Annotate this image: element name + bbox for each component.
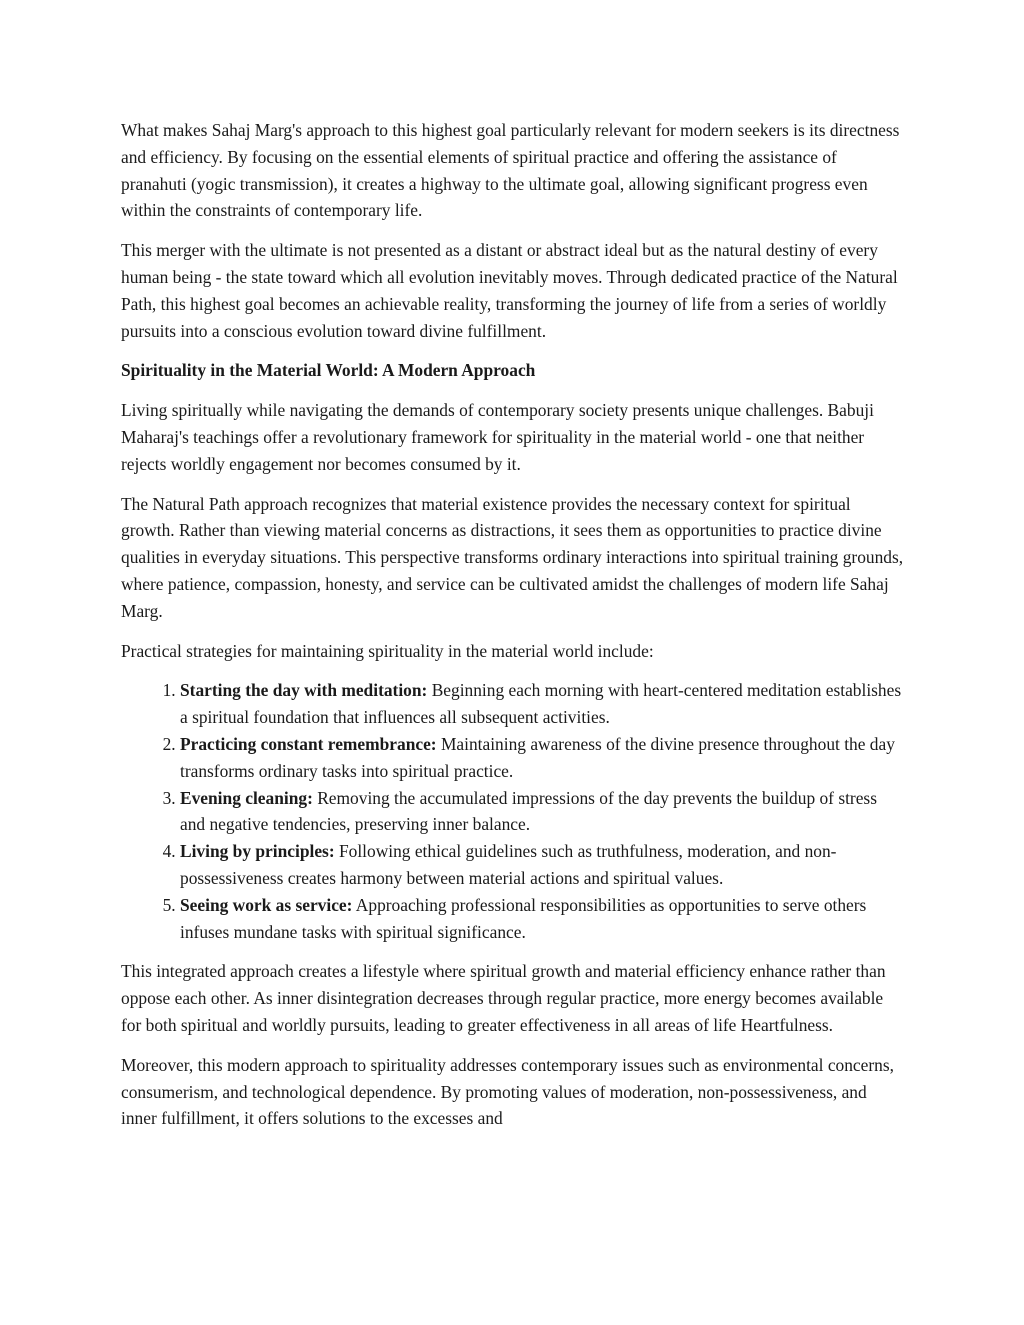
list-item-text: Removing the accumulated impressions of the day prevents the buildup of stress and negative tendencies, preserving inner balance. — [180, 787, 877, 835]
list-item-title: Starting the day with meditation: — [180, 680, 428, 701]
paragraph-sahaj-marg-directness: What makes Sahaj Marg's approach to this highest goal particularly relevant for modern seekers is its directness and efficiency. By focusing on the essential elements of spiritual practice and offering the assistance of pranahuti (yogic transmission), it creates a highway to the ultimate goal, allowing significant progress even within the constraints of contemporary life. — [121, 120, 900, 221]
list-item — [180, 838, 906, 892]
list-item-text: Following ethical guidelines such as truthfulness, moderation, and non-possessiveness creates harmony between material actions and spiritual values. — [180, 841, 837, 888]
paragraph-living-spiritually: Living spiritually while navigating the demands of contemporary society presents unique challenges. Babuji Maharaj's teachings offer a revolutionary framework for spirituality in the material world - one that neither rejects worldly engagement nor becomes consumed by it. — [121, 400, 874, 474]
list-item-title: Seeing work as service: — [180, 894, 353, 915]
list-item-title: Evening cleaning: — [180, 787, 313, 808]
list-item — [180, 785, 906, 839]
list-item — [180, 892, 906, 946]
list-item — [180, 731, 906, 785]
list-item-text: Beginning each morning with heart-centered meditation establishes a spiritual foundation that influences all subsequent activities. — [180, 680, 902, 728]
list-item-text: Approaching professional responsibilities as opportunities to serve others infuses mundane tasks with spiritual significance. — [180, 894, 867, 942]
list-item-title: Living by principles: — [180, 841, 335, 862]
list-item — [180, 677, 906, 731]
paragraph-merger-ultimate: This merger with the ultimate is not presented as a distant or abstract ideal but as the natural destiny of every human being - the state toward which all evolution inevitably moves. Through dedicated practice of the Natural Path, this highest goal becomes an achievable reality, transforming the journey of life from a series of worldly pursuits into a conscious evolution toward divine fulfillment. — [121, 240, 898, 341]
document-page — [121, 117, 906, 1145]
paragraph-natural-path-approach: The Natural Path approach recognizes that material existence provides the necessary context for spiritual growth. Rather than viewing material concerns as distractions, it sees them as opportunities to practice divine qualities in everyday situations. This perspective transforms ordinary interactions into spiritual training grounds, where patience, compassion, honesty, and service can be cultivated amidst the challenges of modern life Sahaj Marg. — [121, 493, 904, 621]
list-item-title: Practicing constant remembrance: — [180, 733, 437, 754]
paragraph-integrated-approach: This integrated approach creates a lifestyle where spiritual growth and material efficiency enhance rather than oppose each other. As inner disintegration decreases through regular practice, more energy becomes available for both spiritual and worldly pursuits, leading to greater effectiveness in all areas of life Heartfulness. — [121, 961, 886, 1035]
section-heading: Spirituality in the Material World: A Modern Approach — [121, 360, 536, 381]
strategies-list — [121, 677, 906, 945]
list-item-text: Maintaining awareness of the divine presence throughout the day transforms ordinary tasks into spiritual practice. — [180, 733, 895, 781]
paragraph-strategies-intro: Practical strategies for maintaining spirituality in the material world include: — [121, 640, 654, 661]
paragraph-moreover: Moreover, this modern approach to spirituality addresses contemporary issues such as environmental concerns, consumerism, and technological dependence. By promoting values of moderation, non-possessiveness, and inner fulfillment, it offers solutions to the excesses and — [121, 1054, 894, 1129]
